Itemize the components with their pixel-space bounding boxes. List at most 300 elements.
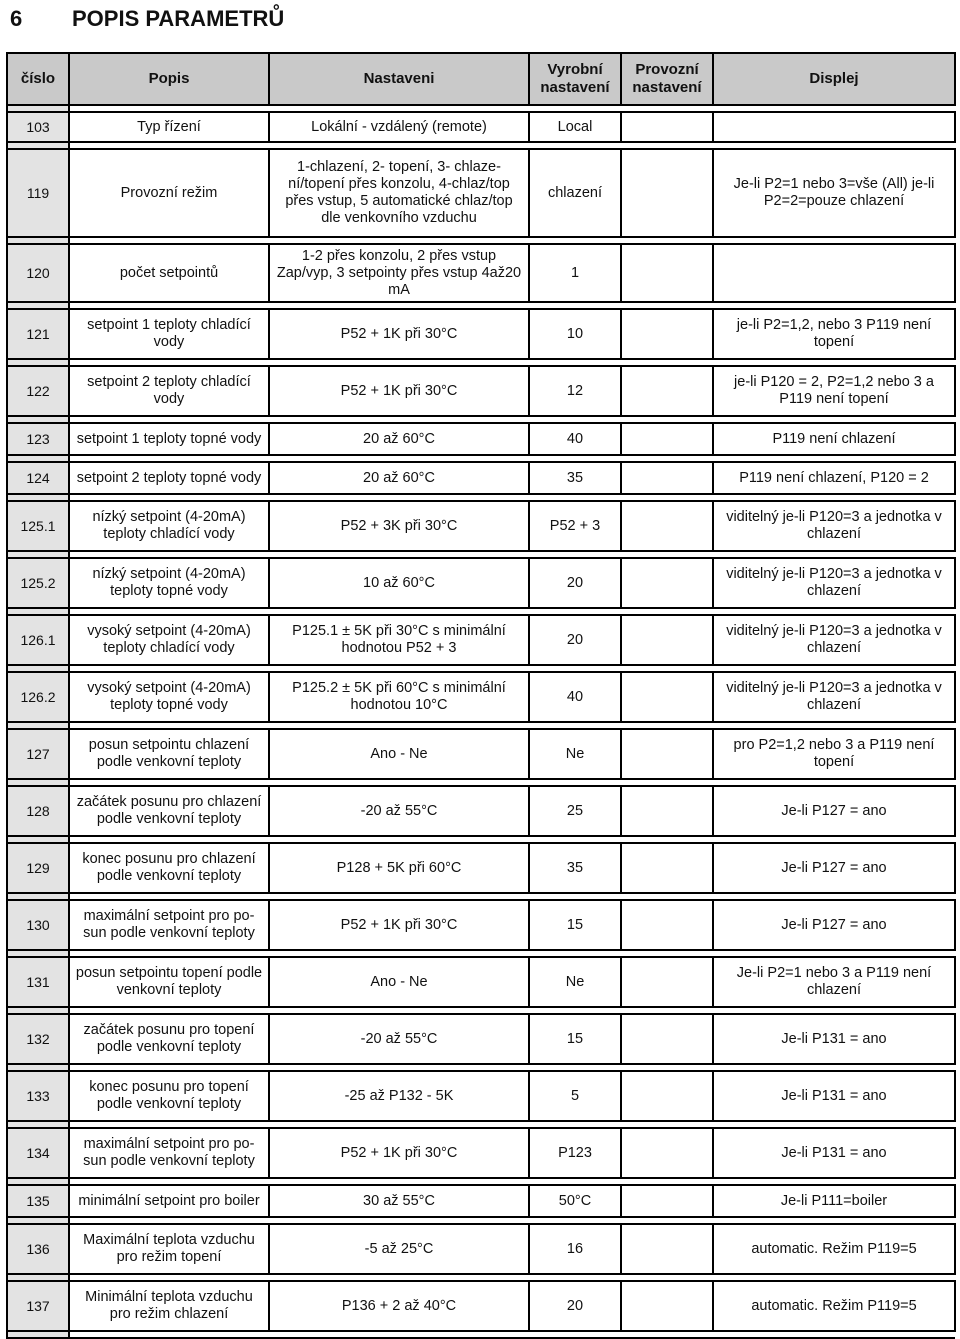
parameter-display: Je-li P131 = ano bbox=[713, 1071, 955, 1121]
separator-cell bbox=[69, 950, 269, 957]
parameter-factory-setting: P52 + 3 bbox=[529, 501, 621, 551]
separator-cell bbox=[621, 665, 713, 672]
separator-cell bbox=[529, 416, 621, 423]
parameter-operating-setting bbox=[621, 900, 713, 950]
separator-cell bbox=[529, 779, 621, 786]
parameter-setting: Ano - Ne bbox=[269, 957, 529, 1007]
parameter-setting: -5 až 25°C bbox=[269, 1224, 529, 1274]
parameter-description: Minimální teplota vzduchu pro režim chlazení bbox=[69, 1281, 269, 1331]
separator-cell bbox=[7, 105, 69, 112]
parameter-operating-setting bbox=[621, 1128, 713, 1178]
parameter-setting: P52 + 3K při 30°C bbox=[269, 501, 529, 551]
parameter-display: Je-li P131 = ano bbox=[713, 1128, 955, 1178]
parameter-description: konec posunu pro topení podle venkovní teploty bbox=[69, 1071, 269, 1121]
separator-cell bbox=[529, 1178, 621, 1185]
parameter-setting: P128 + 5K při 60°C bbox=[269, 843, 529, 893]
parameter-setting: P52 + 1K při 30°C bbox=[269, 309, 529, 359]
parameter-setting: -20 až 55°C bbox=[269, 1014, 529, 1064]
parameter-setting: 10 až 60°C bbox=[269, 558, 529, 608]
separator-cell bbox=[529, 1217, 621, 1224]
table-row bbox=[7, 423, 955, 455]
column-header-number: číslo bbox=[7, 53, 69, 105]
parameter-number: 125.1 bbox=[7, 501, 69, 551]
parameter-setting: 20 až 60°C bbox=[269, 423, 529, 455]
parameter-display: viditelný je-li P120=3 a jednotka v chlazení bbox=[713, 501, 955, 551]
separator-cell bbox=[529, 1121, 621, 1128]
parameter-operating-setting bbox=[621, 843, 713, 893]
parameter-setting: 1-2 přes konzolu, 2 přes vstup Zap/vyp, 3 setpointy přes vstup 4až20 mA bbox=[269, 244, 529, 302]
table-row bbox=[7, 957, 955, 1007]
parameter-operating-setting bbox=[621, 244, 713, 302]
separator-cell bbox=[7, 1121, 69, 1128]
table-row bbox=[7, 558, 955, 608]
separator-cell bbox=[7, 1178, 69, 1185]
parameter-setting: P125.1 ± 5K při 30°C s minimální hodnotou P52 + 3 bbox=[269, 615, 529, 665]
separator-cell bbox=[7, 665, 69, 672]
separator-cell bbox=[621, 1274, 713, 1281]
parameter-setting: P125.2 ± 5K při 60°C s minimální hodnotou 10°C bbox=[269, 672, 529, 722]
parameter-display: Je-li P111=boiler bbox=[713, 1185, 955, 1217]
table-row bbox=[7, 1014, 955, 1064]
column-header-factory-setting: Vyrobní nastavení bbox=[529, 53, 621, 105]
parameter-setting: 30 až 55°C bbox=[269, 1185, 529, 1217]
separator-cell bbox=[713, 105, 955, 112]
separator-cell bbox=[529, 105, 621, 112]
separator-cell bbox=[7, 893, 69, 900]
separator-cell bbox=[7, 302, 69, 309]
separator-cell bbox=[269, 142, 529, 149]
separator-cell bbox=[529, 1331, 621, 1338]
separator-cell bbox=[69, 1064, 269, 1071]
parameter-factory-setting: 25 bbox=[529, 786, 621, 836]
parameter-description: nízký setpoint (4-20mA) teploty chladící vody bbox=[69, 501, 269, 551]
separator-cell bbox=[621, 836, 713, 843]
parameter-number: 103 bbox=[7, 112, 69, 142]
separator-cell bbox=[69, 893, 269, 900]
separator-cell bbox=[621, 105, 713, 112]
parameter-operating-setting bbox=[621, 1224, 713, 1274]
separator-cell bbox=[69, 142, 269, 149]
separator-cell bbox=[529, 893, 621, 900]
parameter-setting: Ano - Ne bbox=[269, 729, 529, 779]
parameter-number: 133 bbox=[7, 1071, 69, 1121]
parameter-operating-setting bbox=[621, 1071, 713, 1121]
parameter-number: 119 bbox=[7, 149, 69, 237]
separator-cell bbox=[7, 1331, 69, 1338]
parameter-number: 121 bbox=[7, 309, 69, 359]
separator-cell bbox=[69, 836, 269, 843]
parameter-description: začátek posunu pro topení podle venkovní teploty bbox=[69, 1014, 269, 1064]
row-separator bbox=[7, 608, 955, 615]
separator-cell bbox=[69, 722, 269, 729]
separator-cell bbox=[269, 302, 529, 309]
separator-cell bbox=[713, 302, 955, 309]
parameter-description: minimální setpoint pro boiler bbox=[69, 1185, 269, 1217]
separator-cell bbox=[7, 779, 69, 786]
table-header-row bbox=[7, 53, 955, 105]
separator-cell bbox=[621, 779, 713, 786]
table-row bbox=[7, 1185, 955, 1217]
parameter-operating-setting bbox=[621, 1281, 713, 1331]
parameter-display bbox=[713, 244, 955, 302]
separator-cell bbox=[7, 494, 69, 501]
parameter-number: 120 bbox=[7, 244, 69, 302]
separator-cell bbox=[269, 494, 529, 501]
separator-cell bbox=[269, 237, 529, 244]
parameter-setting: 20 až 60°C bbox=[269, 462, 529, 494]
row-separator bbox=[7, 1217, 955, 1224]
separator-cell bbox=[529, 722, 621, 729]
separator-cell bbox=[621, 416, 713, 423]
parameter-description: konec posunu pro chlazení podle venkovní teploty bbox=[69, 843, 269, 893]
separator-cell bbox=[269, 893, 529, 900]
parameter-operating-setting bbox=[621, 501, 713, 551]
row-separator bbox=[7, 551, 955, 558]
separator-cell bbox=[269, 665, 529, 672]
separator-cell bbox=[7, 359, 69, 366]
parameter-number: 135 bbox=[7, 1185, 69, 1217]
separator-cell bbox=[621, 950, 713, 957]
table-row bbox=[7, 786, 955, 836]
parameter-display: P119 není chlazení bbox=[713, 423, 955, 455]
separator-cell bbox=[269, 416, 529, 423]
column-header-description: Popis bbox=[69, 53, 269, 105]
parameter-description: počet setpointů bbox=[69, 244, 269, 302]
row-separator bbox=[7, 950, 955, 957]
separator-cell bbox=[269, 1007, 529, 1014]
parameter-number: 126.2 bbox=[7, 672, 69, 722]
parameter-number: 122 bbox=[7, 366, 69, 416]
separator-cell bbox=[7, 722, 69, 729]
table-row bbox=[7, 1281, 955, 1331]
separator-cell bbox=[69, 237, 269, 244]
separator-cell bbox=[529, 950, 621, 957]
separator-cell bbox=[621, 302, 713, 309]
table-row bbox=[7, 900, 955, 950]
parameter-factory-setting: 40 bbox=[529, 423, 621, 455]
separator-cell bbox=[713, 142, 955, 149]
parameter-description: setpoint 1 teploty chladící vody bbox=[69, 309, 269, 359]
separator-cell bbox=[7, 142, 69, 149]
parameter-operating-setting bbox=[621, 1185, 713, 1217]
parameter-setting: P52 + 1K při 30°C bbox=[269, 900, 529, 950]
separator-cell bbox=[69, 494, 269, 501]
separator-cell bbox=[621, 1121, 713, 1128]
row-separator bbox=[7, 416, 955, 423]
parameter-operating-setting bbox=[621, 1014, 713, 1064]
section-heading bbox=[10, 4, 284, 34]
parameter-number: 132 bbox=[7, 1014, 69, 1064]
parameter-number: 125.2 bbox=[7, 558, 69, 608]
parameter-operating-setting bbox=[621, 423, 713, 455]
separator-cell bbox=[713, 950, 955, 957]
parameter-number: 134 bbox=[7, 1128, 69, 1178]
separator-cell bbox=[713, 722, 955, 729]
table-row bbox=[7, 1071, 955, 1121]
row-separator bbox=[7, 1007, 955, 1014]
separator-cell bbox=[269, 836, 529, 843]
separator-cell bbox=[69, 302, 269, 309]
separator-cell bbox=[7, 1064, 69, 1071]
row-separator bbox=[7, 722, 955, 729]
separator-cell bbox=[69, 779, 269, 786]
parameter-display: viditelný je-li P120=3 a jednotka v chlazení bbox=[713, 615, 955, 665]
section-title: POPIS PARAMETRŮ bbox=[72, 6, 285, 31]
parameter-factory-setting: 15 bbox=[529, 900, 621, 950]
separator-cell bbox=[269, 551, 529, 558]
parameter-factory-setting: 16 bbox=[529, 1224, 621, 1274]
parameter-description: začátek posunu pro chlazení podle venkovní teploty bbox=[69, 786, 269, 836]
parameter-factory-setting: 20 bbox=[529, 558, 621, 608]
separator-cell bbox=[529, 455, 621, 462]
separator-cell bbox=[69, 1121, 269, 1128]
separator-cell bbox=[621, 1064, 713, 1071]
separator-cell bbox=[269, 1064, 529, 1071]
table-row bbox=[7, 672, 955, 722]
separator-cell bbox=[69, 1217, 269, 1224]
row-separator bbox=[7, 302, 955, 309]
parameter-factory-setting: Ne bbox=[529, 729, 621, 779]
parameter-description: Maximální teplota vzduchu pro režim topení bbox=[69, 1224, 269, 1274]
parameter-factory-setting: Ne bbox=[529, 957, 621, 1007]
table-row bbox=[7, 462, 955, 494]
table-row bbox=[7, 1224, 955, 1274]
separator-cell bbox=[529, 359, 621, 366]
separator-cell bbox=[713, 608, 955, 615]
row-separator bbox=[7, 893, 955, 900]
parameter-factory-setting: chlazení bbox=[529, 149, 621, 237]
separator-cell bbox=[269, 1217, 529, 1224]
parameter-factory-setting: 15 bbox=[529, 1014, 621, 1064]
parameter-operating-setting bbox=[621, 672, 713, 722]
parameter-display: Je-li P127 = ano bbox=[713, 900, 955, 950]
row-separator bbox=[7, 1331, 955, 1338]
separator-cell bbox=[621, 1178, 713, 1185]
parameter-display: Je-li P127 = ano bbox=[713, 786, 955, 836]
separator-cell bbox=[713, 1331, 955, 1338]
table-row bbox=[7, 615, 955, 665]
parameter-factory-setting: 40 bbox=[529, 672, 621, 722]
row-separator bbox=[7, 779, 955, 786]
parameter-factory-setting: 35 bbox=[529, 462, 621, 494]
row-separator bbox=[7, 237, 955, 244]
separator-cell bbox=[713, 1121, 955, 1128]
row-separator bbox=[7, 1121, 955, 1128]
separator-cell bbox=[529, 836, 621, 843]
parameter-description: nízký setpoint (4-20mA) teploty topné vody bbox=[69, 558, 269, 608]
section-number: 6 bbox=[10, 6, 23, 31]
row-separator bbox=[7, 105, 955, 112]
separator-cell bbox=[713, 455, 955, 462]
parameter-setting: -25 až P132 - 5K bbox=[269, 1071, 529, 1121]
parameter-setting: 1-chlazení, 2- topení, 3- chlaze-ní/topení přes konzolu, 4-chlaz/top přes vstup, 5 automatické chlaz/top dle venkovního vzduchu bbox=[269, 149, 529, 237]
separator-cell bbox=[713, 416, 955, 423]
separator-cell bbox=[713, 1178, 955, 1185]
parameter-factory-setting: 10 bbox=[529, 309, 621, 359]
parameter-display: Je-li P131 = ano bbox=[713, 1014, 955, 1064]
table-row bbox=[7, 729, 955, 779]
separator-cell bbox=[7, 416, 69, 423]
parameter-display: je-li P2=1,2, nebo 3 P119 není topení bbox=[713, 309, 955, 359]
row-separator bbox=[7, 142, 955, 149]
parameter-factory-setting: 12 bbox=[529, 366, 621, 416]
separator-cell bbox=[69, 1178, 269, 1185]
separator-cell bbox=[713, 779, 955, 786]
column-header-setting: Nastaveni bbox=[269, 53, 529, 105]
parameter-number: 124 bbox=[7, 462, 69, 494]
separator-cell bbox=[621, 722, 713, 729]
parameter-operating-setting bbox=[621, 366, 713, 416]
column-header-operating-setting: Provozní nastavení bbox=[621, 53, 713, 105]
table-row bbox=[7, 843, 955, 893]
parameter-display: P119 není chlazení, P120 = 2 bbox=[713, 462, 955, 494]
parameter-factory-setting: 20 bbox=[529, 1281, 621, 1331]
parameter-setting: Lokální - vzdálený (remote) bbox=[269, 112, 529, 142]
separator-cell bbox=[621, 608, 713, 615]
separator-cell bbox=[269, 608, 529, 615]
separator-cell bbox=[269, 359, 529, 366]
separator-cell bbox=[713, 893, 955, 900]
parameter-display: automatic. Režim P119=5 bbox=[713, 1224, 955, 1274]
parameter-factory-setting: 1 bbox=[529, 244, 621, 302]
parameter-setting: P52 + 1K při 30°C bbox=[269, 366, 529, 416]
row-separator bbox=[7, 455, 955, 462]
separator-cell bbox=[621, 359, 713, 366]
parameter-factory-setting: 5 bbox=[529, 1071, 621, 1121]
separator-cell bbox=[529, 551, 621, 558]
parameter-display: je-li P120 = 2, P2=1,2 nebo 3 a P119 není topení bbox=[713, 366, 955, 416]
separator-cell bbox=[713, 1064, 955, 1071]
separator-cell bbox=[269, 1178, 529, 1185]
parameter-factory-setting: Local bbox=[529, 112, 621, 142]
separator-cell bbox=[69, 359, 269, 366]
separator-cell bbox=[529, 1064, 621, 1071]
parameter-description: Typ řízení bbox=[69, 112, 269, 142]
parameter-number: 123 bbox=[7, 423, 69, 455]
parameter-description: setpoint 2 teploty chladící vody bbox=[69, 366, 269, 416]
parameter-number: 129 bbox=[7, 843, 69, 893]
table-row bbox=[7, 501, 955, 551]
separator-cell bbox=[529, 1274, 621, 1281]
separator-cell bbox=[713, 836, 955, 843]
row-separator bbox=[7, 494, 955, 501]
column-header-display: Displej bbox=[713, 53, 955, 105]
parameter-operating-setting bbox=[621, 957, 713, 1007]
separator-cell bbox=[713, 494, 955, 501]
separator-cell bbox=[7, 950, 69, 957]
separator-cell bbox=[7, 455, 69, 462]
parameter-setting: P136 + 2 až 40°C bbox=[269, 1281, 529, 1331]
separator-cell bbox=[621, 1217, 713, 1224]
separator-cell bbox=[7, 237, 69, 244]
table-row bbox=[7, 149, 955, 237]
parameter-display: Je-li P2=1 nebo 3 a P119 není chlazení bbox=[713, 957, 955, 1007]
parameter-display: viditelný je-li P120=3 a jednotka v chlazení bbox=[713, 558, 955, 608]
separator-cell bbox=[69, 608, 269, 615]
separator-cell bbox=[69, 551, 269, 558]
parameter-display: pro P2=1,2 nebo 3 a P119 není topení bbox=[713, 729, 955, 779]
table-row bbox=[7, 366, 955, 416]
separator-cell bbox=[713, 1217, 955, 1224]
separator-cell bbox=[7, 608, 69, 615]
separator-cell bbox=[7, 1007, 69, 1014]
separator-cell bbox=[69, 665, 269, 672]
separator-cell bbox=[713, 359, 955, 366]
row-separator bbox=[7, 665, 955, 672]
parameter-operating-setting bbox=[621, 112, 713, 142]
parameter-description: Provozní režim bbox=[69, 149, 269, 237]
table-row bbox=[7, 244, 955, 302]
parameter-display: automatic. Režim P119=5 bbox=[713, 1281, 955, 1331]
separator-cell bbox=[621, 455, 713, 462]
row-separator bbox=[7, 1178, 955, 1185]
parameter-operating-setting bbox=[621, 309, 713, 359]
parameter-operating-setting bbox=[621, 615, 713, 665]
separator-cell bbox=[529, 665, 621, 672]
table-row bbox=[7, 112, 955, 142]
parameter-display: Je-li P2=1 nebo 3=vše (All) je-li P2=2=pouze chlazení bbox=[713, 149, 955, 237]
row-separator bbox=[7, 1064, 955, 1071]
separator-cell bbox=[7, 836, 69, 843]
parameter-description: vysoký setpoint (4-20mA) teploty chladící vody bbox=[69, 615, 269, 665]
parameter-factory-setting: P123 bbox=[529, 1128, 621, 1178]
parameter-description: maximální setpoint pro po-sun podle venkovní teploty bbox=[69, 900, 269, 950]
separator-cell bbox=[621, 551, 713, 558]
parameter-description: setpoint 1 teploty topné vody bbox=[69, 423, 269, 455]
separator-cell bbox=[69, 105, 269, 112]
parameter-number: 128 bbox=[7, 786, 69, 836]
separator-cell bbox=[621, 237, 713, 244]
separator-cell bbox=[269, 455, 529, 462]
separator-cell bbox=[529, 142, 621, 149]
parameter-number: 136 bbox=[7, 1224, 69, 1274]
parameter-number: 126.1 bbox=[7, 615, 69, 665]
separator-cell bbox=[529, 237, 621, 244]
separator-cell bbox=[7, 551, 69, 558]
parameter-operating-setting bbox=[621, 558, 713, 608]
separator-cell bbox=[621, 1007, 713, 1014]
separator-cell bbox=[529, 494, 621, 501]
parameter-factory-setting: 50°C bbox=[529, 1185, 621, 1217]
separator-cell bbox=[621, 142, 713, 149]
parameter-number: 137 bbox=[7, 1281, 69, 1331]
separator-cell bbox=[269, 779, 529, 786]
separator-cell bbox=[69, 416, 269, 423]
parameter-number: 127 bbox=[7, 729, 69, 779]
separator-cell bbox=[529, 302, 621, 309]
table-row bbox=[7, 1128, 955, 1178]
parameter-factory-setting: 20 bbox=[529, 615, 621, 665]
separator-cell bbox=[713, 1274, 955, 1281]
separator-cell bbox=[269, 1331, 529, 1338]
separator-cell bbox=[269, 1274, 529, 1281]
row-separator bbox=[7, 836, 955, 843]
separator-cell bbox=[69, 455, 269, 462]
separator-cell bbox=[713, 665, 955, 672]
separator-cell bbox=[269, 722, 529, 729]
parameter-display bbox=[713, 112, 955, 142]
parameter-description: posun setpointu topení podle venkovní teploty bbox=[69, 957, 269, 1007]
separator-cell bbox=[7, 1217, 69, 1224]
separator-cell bbox=[529, 608, 621, 615]
parameter-display: Je-li P127 = ano bbox=[713, 843, 955, 893]
parameters-table bbox=[6, 52, 956, 1339]
separator-cell bbox=[713, 237, 955, 244]
separator-cell bbox=[69, 1274, 269, 1281]
parameter-number: 130 bbox=[7, 900, 69, 950]
parameter-setting: P52 + 1K při 30°C bbox=[269, 1128, 529, 1178]
parameter-description: vysoký setpoint (4-20mA) teploty topné vody bbox=[69, 672, 269, 722]
